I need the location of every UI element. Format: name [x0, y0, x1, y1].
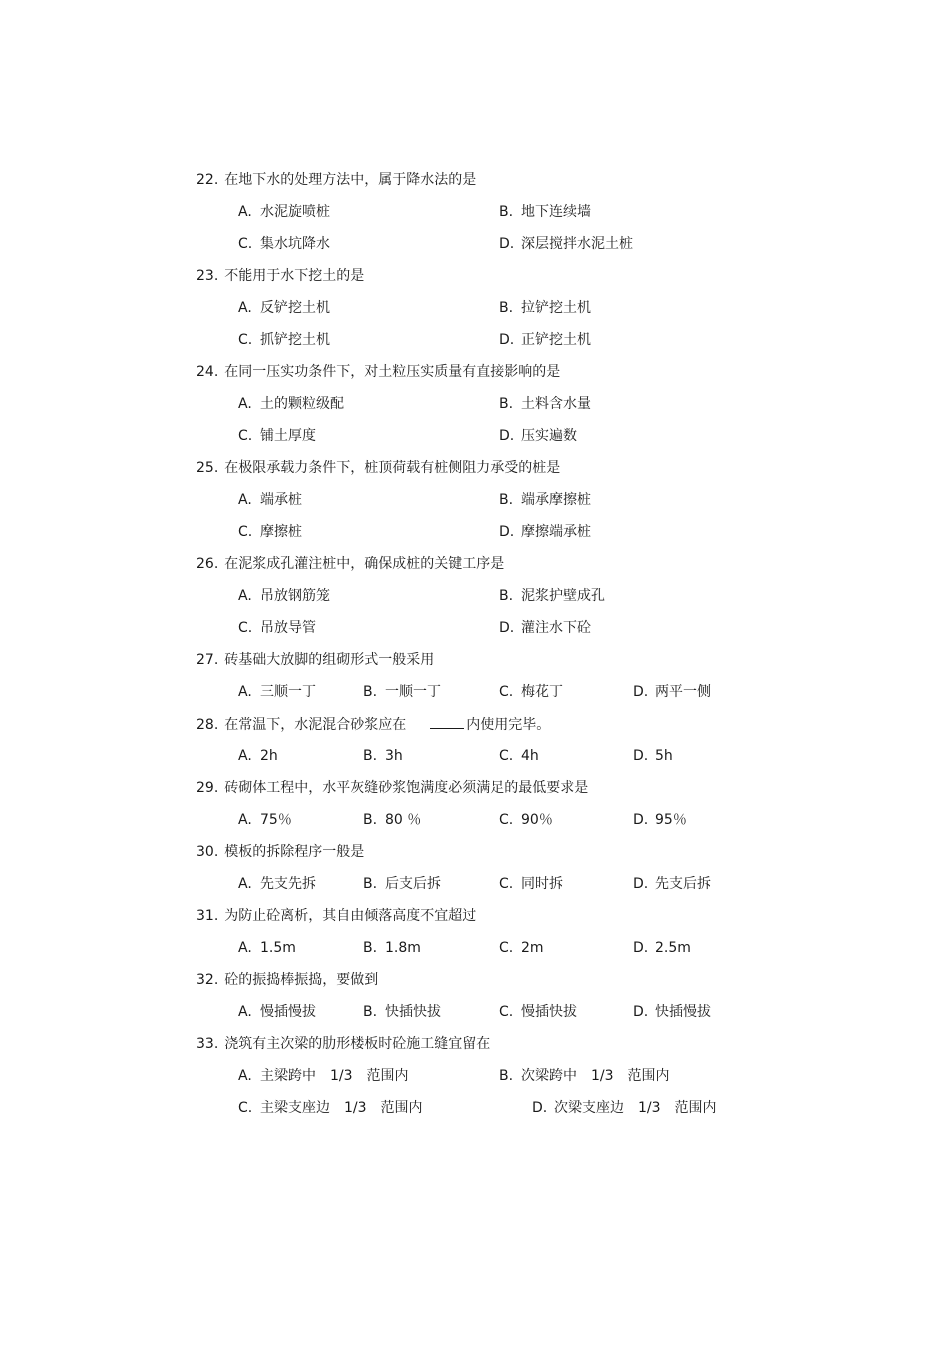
option-c	[238, 1098, 423, 1118]
option-a	[238, 874, 316, 894]
option-letter: B.	[499, 1068, 514, 1084]
question-number: 31.	[196, 908, 219, 924]
question-text: 砖基础大放脚的组砌形式一般采用	[224, 652, 435, 668]
option-d	[499, 330, 591, 350]
option-letter: B.	[499, 492, 514, 508]
question-29	[196, 778, 588, 798]
option-text: 铺土厚度	[260, 428, 316, 444]
option-d	[633, 938, 691, 958]
option-text: 一顺一丁	[385, 684, 441, 700]
option-b	[363, 874, 441, 894]
option-c	[499, 810, 553, 830]
option-letter: B.	[363, 748, 378, 764]
question-26	[196, 554, 504, 574]
option-text: 深层搅拌水泥土桩	[521, 236, 633, 252]
option-text: 吊放钢筋笼	[260, 588, 330, 604]
option-text: 地下连续墙	[521, 204, 591, 220]
question-number: 28.	[196, 717, 219, 733]
option-text: 土料含水量	[521, 396, 591, 412]
option-text: 先支先拆	[260, 876, 316, 892]
option-text: 90％	[521, 812, 553, 828]
option-c	[238, 426, 316, 446]
question-30	[196, 842, 364, 862]
option-letter: D.	[499, 620, 515, 636]
option-b	[499, 394, 591, 414]
question-number: 24.	[196, 364, 219, 380]
option-a	[238, 1066, 409, 1086]
option-text: 主梁跨中 1/3 范围内	[260, 1068, 409, 1084]
option-letter: A.	[238, 1004, 252, 1020]
option-letter: D.	[499, 332, 515, 348]
option-b	[499, 298, 591, 318]
question-32	[196, 970, 378, 990]
option-text: 5h	[655, 748, 673, 764]
option-letter: A.	[238, 204, 252, 220]
option-text: 灌注水下砼	[521, 620, 591, 636]
option-letter: D.	[633, 812, 649, 828]
option-d	[633, 874, 711, 894]
question-text: 在极限承载力条件下，桩顶荷载有桩侧阻力承受的桩是	[224, 460, 561, 476]
question-number: 32.	[196, 972, 219, 988]
option-text: 端承摩擦桩	[521, 492, 591, 508]
question-text: 在同一压实功条件下，对土粒压实质量有直接影响的是	[224, 364, 561, 380]
option-a	[238, 1002, 316, 1022]
option-text: 水泥旋喷桩	[260, 204, 330, 220]
option-b	[499, 1066, 670, 1086]
option-a	[238, 810, 292, 830]
option-letter: A.	[238, 396, 252, 412]
option-letter: A.	[238, 748, 252, 764]
option-a	[238, 586, 330, 606]
option-text: 拉铲挖土机	[521, 300, 591, 316]
option-text: 吊放导管	[260, 620, 316, 636]
option-letter: B.	[499, 204, 514, 220]
option-letter: A.	[238, 940, 252, 956]
option-c	[238, 522, 302, 542]
option-d	[499, 618, 591, 638]
option-text: 土的颗粒级配	[260, 396, 344, 412]
option-text: 80 ％	[385, 812, 422, 828]
question-number: 27.	[196, 652, 219, 668]
option-a	[238, 298, 330, 318]
question-23	[196, 266, 364, 286]
option-text: 1.5m	[260, 940, 296, 956]
question-number: 30.	[196, 844, 219, 860]
option-letter: C.	[499, 748, 514, 764]
option-b	[363, 810, 421, 830]
option-letter: B.	[363, 876, 378, 892]
question-text: 在泥浆成孔灌注桩中，确保成桩的关键工序是	[224, 556, 505, 572]
option-b	[499, 490, 591, 510]
option-text: 75％	[260, 812, 292, 828]
option-letter: A.	[238, 300, 252, 316]
option-letter: B.	[363, 812, 378, 828]
option-text: 摩擦端承桩	[521, 524, 591, 540]
question-number: 29.	[196, 780, 219, 796]
option-d	[633, 1002, 711, 1022]
option-text: 1.8m	[385, 940, 421, 956]
option-c	[238, 330, 330, 350]
option-text: 慢插快拔	[521, 1004, 577, 1020]
option-letter: B.	[363, 1004, 378, 1020]
option-text: 主梁支座边 1/3 范围内	[260, 1100, 423, 1116]
option-b	[363, 682, 441, 702]
option-letter: C.	[238, 236, 253, 252]
option-text: 两平一侧	[655, 684, 711, 700]
option-letter: D.	[633, 940, 649, 956]
option-text: 快插慢拔	[655, 1004, 711, 1020]
question-22	[196, 170, 476, 190]
option-a	[238, 746, 278, 766]
option-letter: C.	[238, 524, 253, 540]
option-text: 集水坑降水	[260, 236, 330, 252]
option-c	[499, 874, 563, 894]
option-text: 3h	[385, 748, 403, 764]
option-text: 三顺一丁	[260, 684, 316, 700]
option-letter: C.	[238, 332, 253, 348]
option-c	[238, 234, 330, 254]
option-letter: C.	[499, 1004, 514, 1020]
option-letter: D.	[532, 1100, 548, 1116]
option-letter: D.	[499, 524, 515, 540]
option-text: 摩擦桩	[260, 524, 302, 540]
option-letter: C.	[499, 876, 514, 892]
option-d	[633, 746, 673, 766]
option-letter: A.	[238, 812, 252, 828]
option-letter: B.	[363, 684, 378, 700]
option-text: 4h	[521, 748, 539, 764]
option-a	[238, 394, 344, 414]
option-b	[363, 1002, 441, 1022]
option-d	[499, 234, 633, 254]
option-text: 95％	[655, 812, 687, 828]
option-a	[238, 490, 302, 510]
option-text: 正铲挖土机	[521, 332, 591, 348]
question-number: 23.	[196, 268, 219, 284]
question-33	[196, 1034, 490, 1054]
option-letter: C.	[238, 620, 253, 636]
option-letter: B.	[499, 588, 514, 604]
option-text: 梅花丁	[521, 684, 563, 700]
option-c	[238, 618, 316, 638]
option-a	[238, 202, 330, 222]
option-text: 同时拆	[521, 876, 563, 892]
question-text: 为防止砼离析，其自由倾落高度不宜超过	[224, 908, 477, 924]
option-text: 压实遍数	[521, 428, 577, 444]
question-text-after: 内使用完毕。	[466, 717, 551, 733]
option-letter: B.	[363, 940, 378, 956]
option-letter: C.	[238, 428, 253, 444]
question-24	[196, 362, 560, 382]
option-letter: D.	[633, 1004, 649, 1020]
option-letter: D.	[633, 876, 649, 892]
option-d	[633, 682, 711, 702]
question-31	[196, 906, 476, 926]
question-text: 在地下水的处理方法中，属于降水法的是	[224, 172, 477, 188]
option-text: 2h	[260, 748, 278, 764]
option-letter: C.	[499, 940, 514, 956]
option-text: 后支后拆	[385, 876, 441, 892]
fill-in-blank	[430, 714, 464, 729]
question-number: 26.	[196, 556, 219, 572]
option-a	[238, 938, 296, 958]
option-text: 端承桩	[260, 492, 302, 508]
question-text: 砼的振捣棒振捣，要做到	[224, 972, 379, 988]
option-letter: A.	[238, 1068, 252, 1084]
option-d	[633, 810, 687, 830]
question-number: 33.	[196, 1036, 219, 1052]
option-c	[499, 1002, 577, 1022]
question-number: 25.	[196, 460, 219, 476]
option-letter: D.	[499, 428, 515, 444]
question-text: 模板的拆除程序一般是	[224, 844, 365, 860]
option-letter: A.	[238, 876, 252, 892]
option-b	[499, 202, 591, 222]
option-text: 2m	[521, 940, 544, 956]
option-letter: D.	[633, 684, 649, 700]
option-letter: A.	[238, 492, 252, 508]
question-text: 在常温下，水泥混合砂浆应在	[224, 717, 407, 733]
option-text: 抓铲挖土机	[260, 332, 330, 348]
option-text: 泥浆护壁成孔	[521, 588, 605, 604]
option-text: 次梁跨中 1/3 范围内	[521, 1068, 670, 1084]
option-letter: B.	[499, 300, 514, 316]
option-letter: C.	[238, 1100, 253, 1116]
option-b	[499, 586, 605, 606]
option-letter: C.	[499, 684, 514, 700]
option-c	[499, 682, 563, 702]
option-b	[363, 746, 403, 766]
question-25	[196, 458, 560, 478]
question-text: 浇筑有主次梁的肋形楼板时砼施工缝宜留在	[224, 1036, 491, 1052]
option-text: 2.5m	[655, 940, 691, 956]
option-text: 快插快拔	[385, 1004, 441, 1020]
question-28	[196, 714, 550, 735]
option-letter: C.	[499, 812, 514, 828]
option-d	[499, 522, 591, 542]
option-d	[532, 1098, 717, 1118]
question-number: 22.	[196, 172, 219, 188]
option-text: 先支后拆	[655, 876, 711, 892]
option-letter: B.	[499, 396, 514, 412]
option-letter: D.	[499, 236, 515, 252]
option-b	[363, 938, 421, 958]
option-d	[499, 426, 577, 446]
option-c	[499, 746, 539, 766]
option-a	[238, 682, 316, 702]
question-text: 砖砌体工程中，水平灰缝砂浆饱满度必须满足的最低要求是	[224, 780, 589, 796]
option-text: 反铲挖土机	[260, 300, 330, 316]
option-text: 次梁支座边 1/3 范围内	[554, 1100, 717, 1116]
question-text: 不能用于水下挖土的是	[224, 268, 365, 284]
option-letter: A.	[238, 588, 252, 604]
option-text: 慢插慢拔	[260, 1004, 316, 1020]
option-letter: A.	[238, 684, 252, 700]
option-c	[499, 938, 544, 958]
question-27	[196, 650, 434, 670]
option-letter: D.	[633, 748, 649, 764]
